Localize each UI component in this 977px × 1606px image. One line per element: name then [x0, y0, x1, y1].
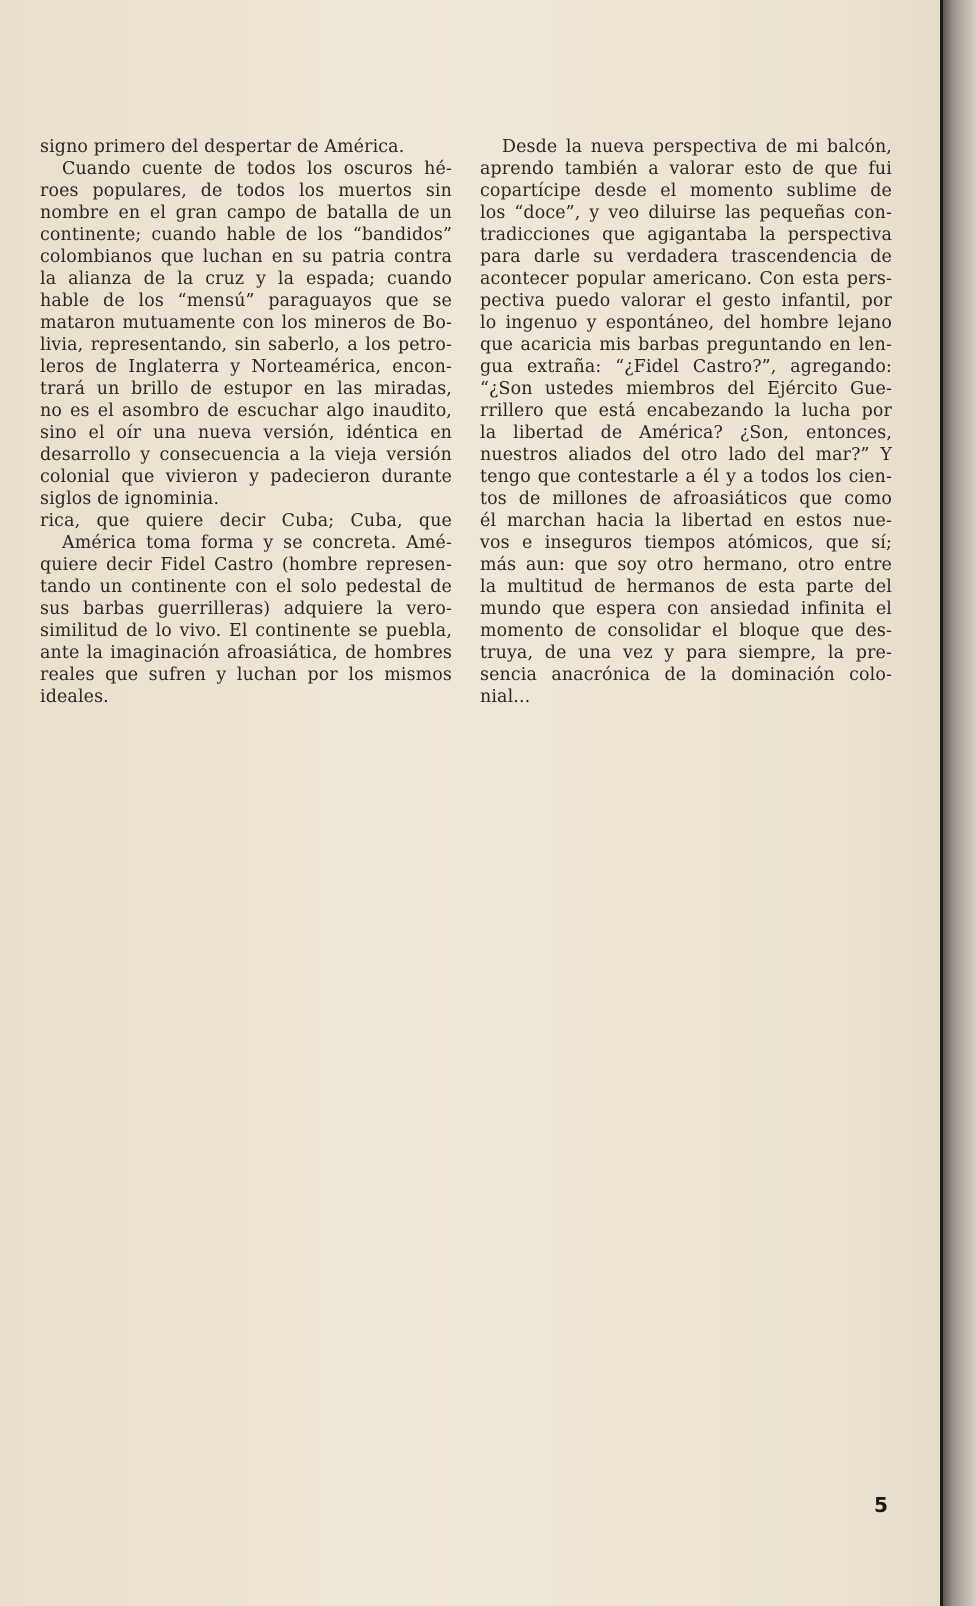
text-line: ante la imaginación afroasiática, de hombres	[40, 643, 452, 663]
text-line: “¿Son ustedes miembros del Ejército Gue-	[480, 379, 892, 399]
text-line: roes populares, de todos los muertos sin	[40, 181, 452, 201]
text-line: tengo que contestarle a él y a todos los cien-	[480, 467, 892, 487]
text-line: mataron mutuamente con los mineros de Bo-	[40, 313, 452, 333]
text-line: siglos de ignominia.	[40, 489, 220, 509]
text-line: truya, de una vez y para siempre, la pre-	[480, 643, 892, 663]
text-line: sencia anacrónica de la dominación colo-	[480, 665, 892, 685]
text-line: sus barbas guerrilleras) adquiere la vero-	[40, 599, 452, 619]
text-line: la alianza de la cruz y la espada; cuando	[40, 269, 452, 289]
text-line: aprendo también a valorar esto de que fui	[480, 159, 892, 179]
text-line: gua extraña: “¿Fidel Castro?”, agregando:	[480, 357, 892, 377]
text-line: desarrollo y consecuencia a la vieja versión	[40, 445, 452, 465]
text-line: colonial que vivieron y padecieron durante	[40, 467, 452, 487]
text-line: vos e inseguros tiempos atómicos, que sí;	[480, 533, 892, 553]
text-line: sino el oír una nueva versión, idéntica en	[40, 423, 452, 443]
text-line: pectiva puedo valorar el gesto infantil, por	[480, 291, 892, 311]
text-line: para darle su verdadera trascendencia de	[480, 247, 892, 267]
text-line: no es el asombro de escuchar algo inaudito,	[40, 401, 452, 421]
text-line: ideales.	[40, 687, 109, 707]
text-line: leros de Inglaterra y Norteamérica, encon-	[40, 357, 452, 377]
text-line: más aun: que soy otro hermano, otro entre	[480, 555, 892, 575]
text-line: rrillero que está encabezando la lucha por	[480, 401, 892, 421]
text-line: colombianos que luchan en su patria contra	[40, 247, 452, 267]
text-line: reales que sufren y luchan por los mismos	[40, 665, 452, 685]
text-line: signo primero del despertar de América.	[40, 137, 405, 157]
text-line: tradicciones que agigantaba la perspectiva	[480, 225, 892, 245]
text-line: trará un brillo de estupor en las miradas,	[40, 379, 452, 399]
text-line: hable de los “mensú” paraguayos que se	[40, 291, 452, 311]
binding-edge	[943, 0, 977, 1606]
text-line: Cuando cuente de todos los oscuros hé-	[62, 159, 452, 179]
text-line: él marchan hacia la libertad en estos nue-	[480, 511, 892, 531]
text-line: livia, representando, sin saberlo, a los petro-	[40, 335, 452, 355]
text-line: nial...	[480, 687, 531, 707]
text-line: que acaricia mis barbas preguntando en len-	[480, 335, 892, 355]
text-line: similitud de lo vivo. El continente se puebla,	[40, 621, 452, 641]
text-line: quiere decir Fidel Castro (hombre represen-	[40, 555, 452, 575]
text-line: mundo que espera con ansiedad infinita el	[480, 599, 892, 619]
text-line: la libertad de América? ¿Son, entonces,	[480, 423, 892, 443]
text-line: nombre en el gran campo de batalla de un	[40, 203, 452, 223]
right-text-column	[480, 136, 892, 708]
text-line: tos de millones de afroasiáticos que como	[480, 489, 892, 509]
page-number: 5	[874, 1493, 888, 1517]
text-line: América toma forma y se concreta. Amé-	[62, 533, 452, 553]
text-line: Desde la nueva perspectiva de mi balcón,	[502, 137, 892, 157]
text-line: momento de consolidar el bloque que des-	[480, 621, 892, 641]
text-line: copartícipe desde el momento sublime de	[480, 181, 892, 201]
text-line: lo ingenuo y espontáneo, del hombre lejano	[480, 313, 892, 333]
text-line: los “doce”, y veo diluirse las pequeñas con-	[480, 203, 892, 223]
text-line: continente; cuando hable de los “bandidos”	[40, 225, 452, 245]
text-line: acontecer popular americano. Con esta pers-	[480, 269, 892, 289]
left-text-column	[40, 136, 452, 708]
text-line: nuestros aliados del otro lado del mar?” Y	[480, 445, 892, 465]
text-line: rica, que quiere decir Cuba; Cuba, que	[40, 511, 452, 531]
text-line: tando un continente con el solo pedestal de	[40, 577, 452, 597]
text-line: la multitud de hermanos de esta parte del	[480, 577, 892, 597]
